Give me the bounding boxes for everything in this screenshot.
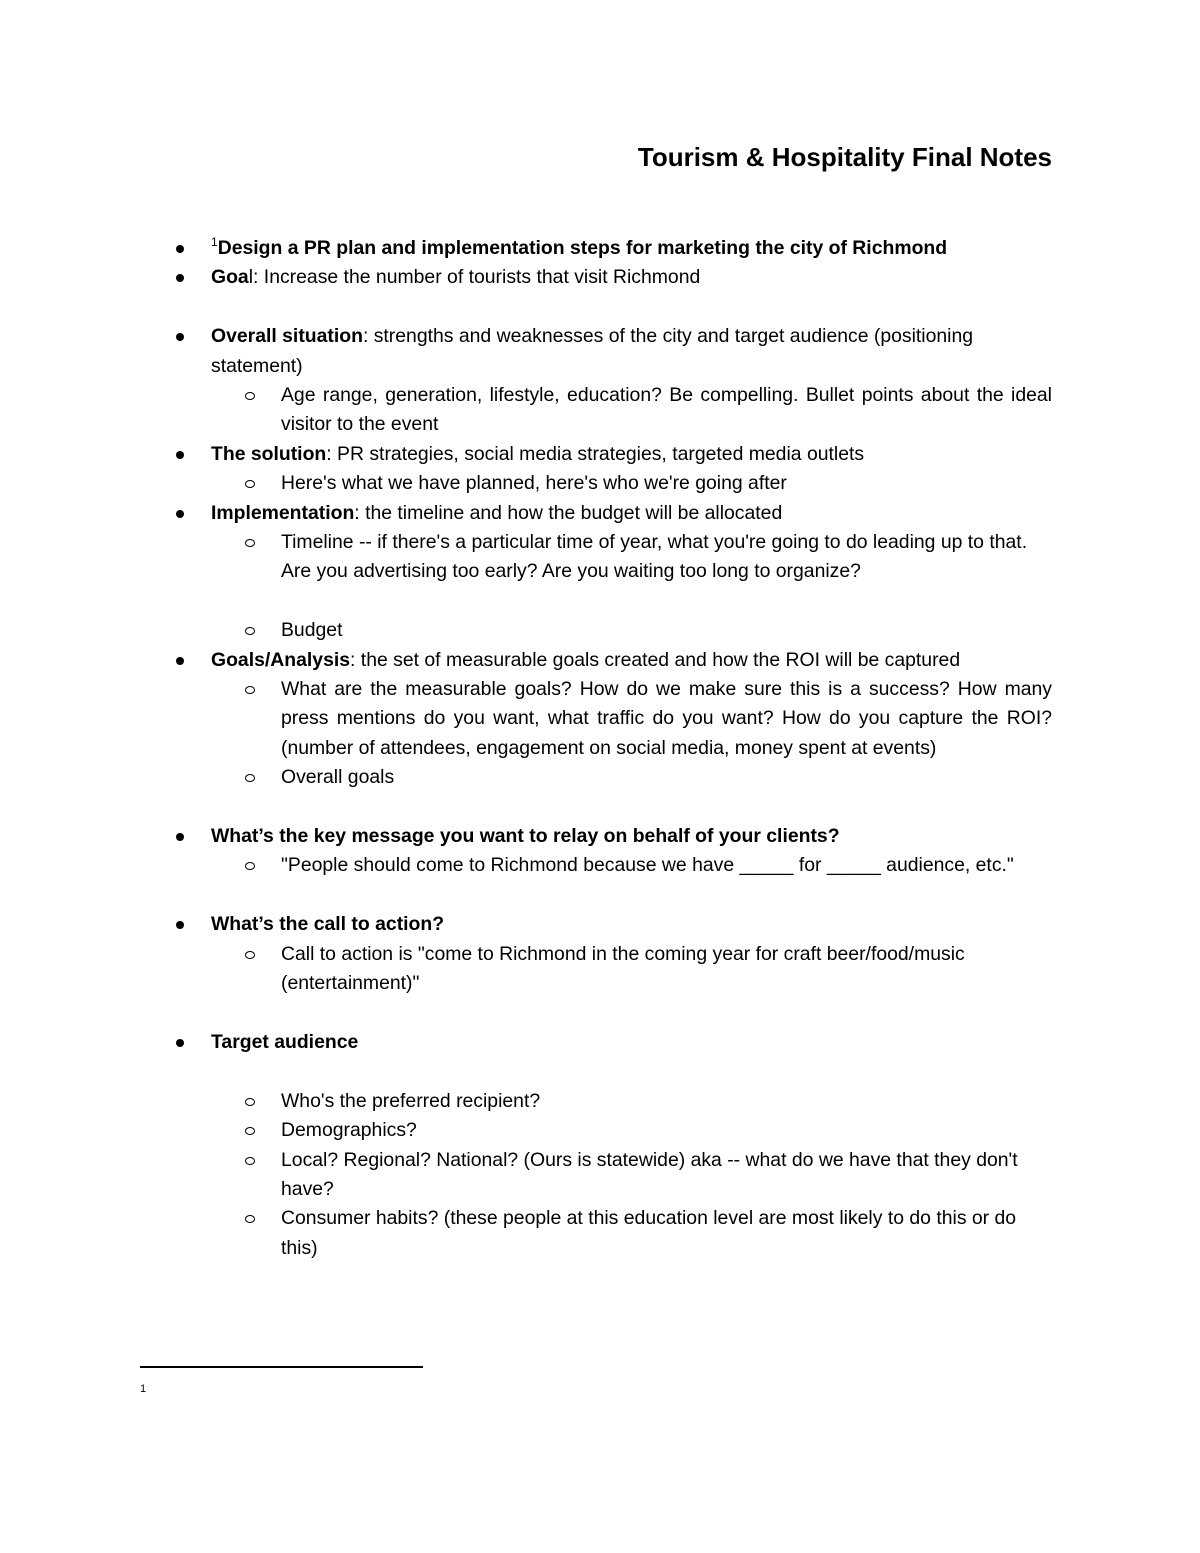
hollow-bullet-icon bbox=[245, 539, 255, 547]
item-text: l: Increase the number of tourists that visit Richmond bbox=[248, 266, 701, 289]
item-text: "People should come to Richmond because we have _____ for _____ audience, etc." bbox=[281, 854, 1014, 877]
item-label: Overall situation bbox=[211, 325, 363, 348]
notes-list bbox=[0, 234, 1200, 1263]
item-text: Demographics? bbox=[281, 1119, 417, 1142]
item-text: What are the measurable goals? How do we make sure this is a success? How many press mentions do you want, what traffic do you want? How do you capture the ROI? (number of attendees, engagement on social media, money spent at events) bbox=[281, 678, 1052, 759]
item-text: Timeline -- if there's a particular time of year, what you're going to do leading up to that. Are you advertising too early? Are you waiting too long to organize? bbox=[281, 531, 1028, 583]
item-text: What’s the call to action? bbox=[211, 913, 445, 936]
sub-item-demographics bbox=[0, 1116, 1052, 1145]
item-text: Budget bbox=[281, 619, 343, 642]
bullet-icon bbox=[176, 510, 184, 518]
bullet-icon bbox=[176, 657, 184, 665]
list-item-call-to-action bbox=[0, 910, 1052, 939]
item-text: : PR strategies, social media strategies, targeted media outlets bbox=[326, 442, 865, 465]
bullet-icon bbox=[176, 1039, 184, 1047]
hollow-bullet-icon bbox=[245, 1127, 255, 1135]
bullet-icon bbox=[176, 451, 184, 459]
sub-item-preferred-recipient bbox=[0, 1087, 1052, 1116]
bullet-icon bbox=[176, 274, 184, 282]
hollow-bullet-icon bbox=[245, 774, 255, 782]
hollow-bullet-icon bbox=[245, 686, 255, 694]
sub-item-consumer-habits bbox=[0, 1204, 1052, 1263]
item-text: : the timeline and how the budget will be allocated bbox=[354, 501, 783, 524]
item-label: The solution bbox=[211, 442, 327, 465]
bullet-icon bbox=[176, 245, 184, 253]
list-item-implementation bbox=[0, 499, 1052, 528]
hollow-bullet-icon bbox=[245, 951, 255, 959]
bullet-icon bbox=[176, 333, 184, 341]
document-title: Tourism & Hospitality Final Notes bbox=[637, 142, 1052, 172]
hollow-bullet-icon bbox=[245, 627, 255, 635]
item-text: : the set of measurable goals created and how the ROI will be captured bbox=[350, 648, 961, 671]
item-label: Goals/Analysis bbox=[211, 648, 351, 671]
sub-item-local-regional bbox=[0, 1146, 1052, 1205]
hollow-bullet-icon bbox=[245, 1215, 255, 1223]
list-item-key-message bbox=[0, 822, 1052, 851]
sub-item-plan bbox=[0, 469, 1052, 498]
list-item-design-pr-plan bbox=[0, 234, 1052, 263]
item-text: Local? Regional? National? (Ours is statewide) aka -- what do we have that they don't have? bbox=[281, 1148, 1018, 1200]
item-text: Here's what we have planned, here's who we're going after bbox=[281, 472, 787, 495]
hollow-bullet-icon bbox=[245, 480, 255, 488]
bullet-icon bbox=[176, 833, 184, 841]
item-text: Age range, generation, lifestyle, education? Be compelling. Bullet points about the ideal visitor to the event bbox=[281, 384, 1052, 436]
sub-item-overall-goals bbox=[0, 763, 1052, 792]
footnote-reference[interactable]: 1 bbox=[211, 235, 218, 249]
item-text: Design a PR plan and implementation steps for marketing the city of Richmond bbox=[217, 237, 948, 259]
sub-item-call-to-action-detail bbox=[0, 940, 1052, 999]
item-text: : strengths and weaknesses of the city and target audience (positioning statement) bbox=[211, 325, 974, 377]
hollow-bullet-icon bbox=[245, 862, 255, 870]
item-text: Who's the preferred recipient? bbox=[281, 1089, 541, 1112]
list-item-goal bbox=[0, 263, 1052, 292]
footnote-separator bbox=[140, 1366, 423, 1368]
item-label: Implementation bbox=[211, 501, 355, 524]
hollow-bullet-icon bbox=[245, 1157, 255, 1165]
sub-item-budget bbox=[0, 616, 1052, 645]
list-item-overall-situation bbox=[0, 322, 1052, 381]
item-text: Overall goals bbox=[281, 766, 395, 789]
item-text: Call to action is "come to Richmond in the coming year for craft beer/food/music (entertainment)" bbox=[281, 942, 965, 995]
sub-item-age-range bbox=[0, 381, 1052, 440]
list-item-target-audience bbox=[0, 1028, 1052, 1057]
item-label: Goa bbox=[211, 266, 249, 289]
sub-item-measurable-goals bbox=[0, 675, 1052, 763]
item-text: Target audience bbox=[211, 1030, 359, 1053]
item-text: Consumer habits? (these people at this education level are most likely to do this or do this) bbox=[281, 1207, 1017, 1259]
sub-item-people-should-come bbox=[0, 851, 1052, 880]
list-item-goals-analysis bbox=[0, 646, 1052, 675]
sub-item-timeline bbox=[0, 528, 1052, 587]
hollow-bullet-icon bbox=[245, 1098, 255, 1106]
list-item-solution bbox=[0, 440, 1052, 469]
item-text: What’s the key message you want to relay on behalf of your clients? bbox=[211, 825, 840, 848]
hollow-bullet-icon bbox=[245, 392, 255, 400]
bullet-icon bbox=[176, 921, 184, 929]
footnote-number: 1 bbox=[140, 1383, 147, 1395]
